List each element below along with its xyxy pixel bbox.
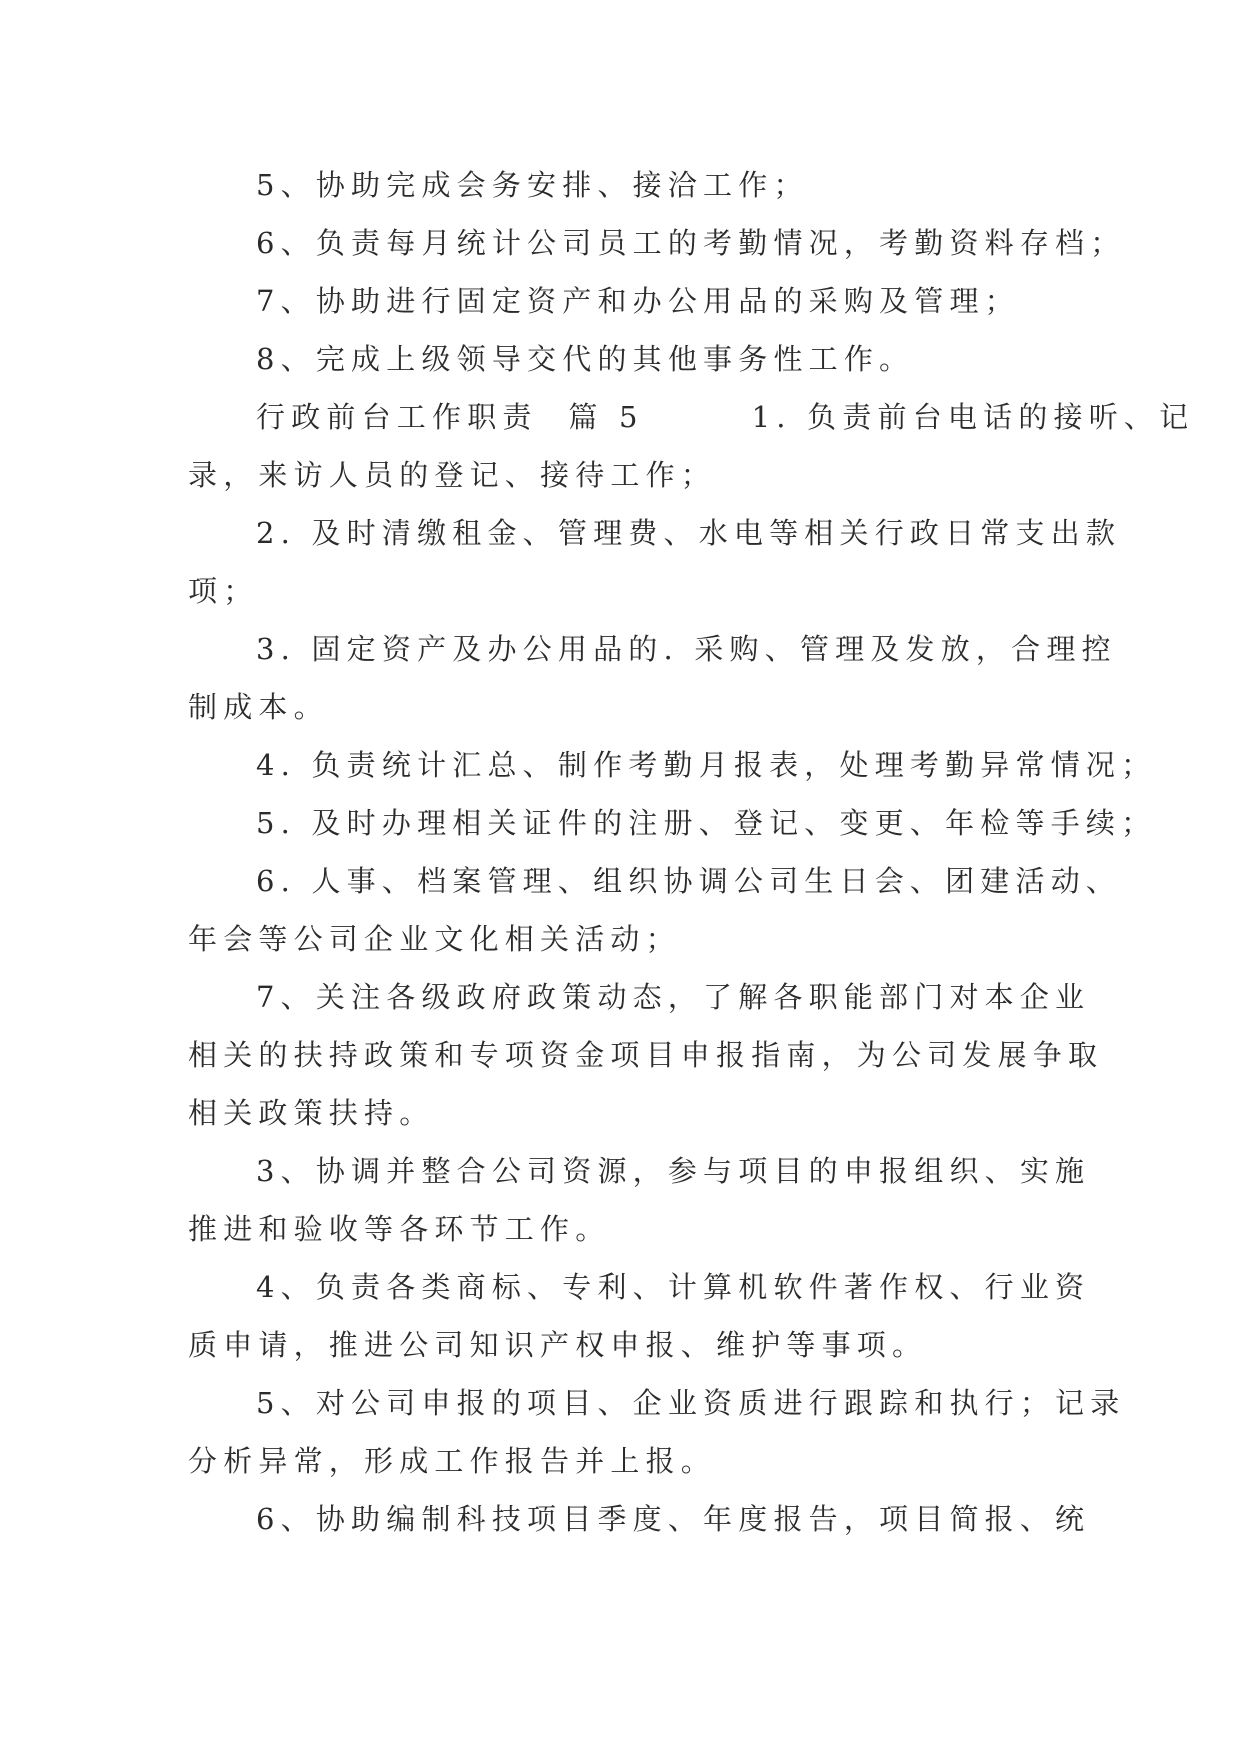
- text-line: 年会等公司企业文化相关活动；: [188, 922, 681, 956]
- text-line: 2. 及时清缴租金、管理费、水电等相关行政日常支出款: [256, 516, 1122, 550]
- text-line: 4. 负责统计汇总、制作考勤月报表，处理考勤异常情况；: [256, 748, 1157, 782]
- text-line: 相关政策扶持。: [188, 1096, 435, 1130]
- text-line: 5、协助完成会务安排、接洽工作；: [256, 168, 809, 202]
- text-line: 6、协助编制科技项目季度、年度报告，项目简报、统: [256, 1502, 1091, 1536]
- text-line: 质申请，推进公司知识产权申报、维护等事项。: [188, 1328, 928, 1362]
- text-line: 3、协调并整合公司资源，参与项目的申报组织、实施: [256, 1154, 1091, 1188]
- text-line: 推进和验收等各环节工作。: [188, 1212, 611, 1246]
- text-line: 项；: [188, 574, 259, 608]
- text-line: 制成本。: [188, 690, 329, 724]
- section-heading-line: 行政前台工作职责 篇 5 1. 负责前台电话的接听、记: [256, 400, 1195, 434]
- text-line: 相关的扶持政策和专项资金项目申报指南，为公司发展争取: [188, 1038, 1104, 1072]
- text-line: 6、负责每月统计公司员工的考勤情况，考勤资料存档；: [256, 226, 1126, 260]
- text-line: 5. 及时办理相关证件的注册、登记、变更、年检等手续；: [256, 806, 1157, 840]
- text-line: 分析异常，形成工作报告并上报。: [188, 1444, 717, 1478]
- text-line: 录，来访人员的登记、接待工作；: [188, 458, 717, 492]
- text-line: 7、协助进行固定资产和办公用品的采购及管理；: [256, 284, 1020, 318]
- text-line: 3. 固定资产及办公用品的. 采购、管理及发放，合理控: [256, 632, 1117, 666]
- text-line: 4、负责各类商标、专利、计算机软件著作权、行业资: [256, 1270, 1091, 1304]
- text-line: 6. 人事、档案管理、组织协调公司生日会、团建活动、: [256, 864, 1122, 898]
- text-line: 7、关注各级政府政策动态，了解各职能部门对本企业: [256, 980, 1091, 1014]
- text-line: 5、对公司申报的项目、企业资质进行跟踪和执行；记录: [256, 1386, 1126, 1420]
- text-line: 8、完成上级领导交代的其他事务性工作。: [256, 342, 915, 376]
